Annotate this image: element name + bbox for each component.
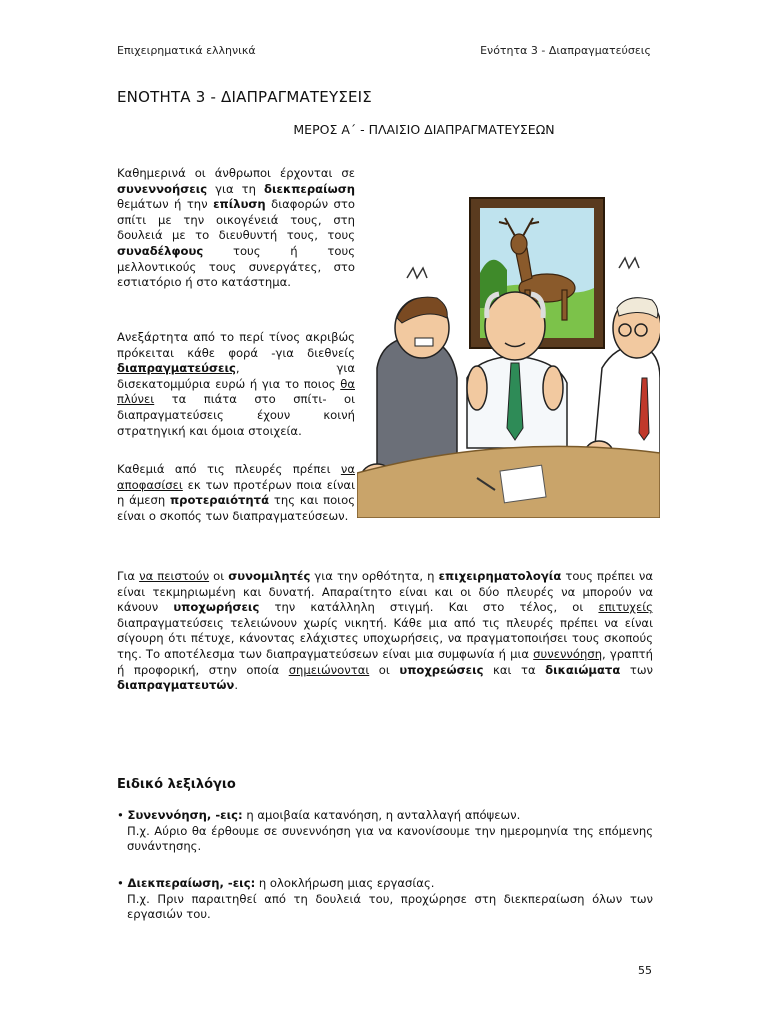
bullet-icon: •: [117, 808, 124, 822]
vocabulary-definition: η αμοιβαία κατανόηση, η ανταλλαγή απόψεων.: [242, 808, 521, 822]
vocabulary-term: Διεκπεραίωση, -εις:: [127, 876, 256, 890]
vocabulary-definition: η ολοκλήρωση μιας εργασίας.: [255, 876, 435, 890]
vocabulary-item: [117, 808, 653, 855]
chapter-title: ΕΝΟΤΗΤΑ 3 - ΔΙΑΠΡΑΓΜΑΤΕΥΣΕΙΣ: [117, 88, 372, 106]
vocabulary-example: Π.χ. Πριν παραιτηθεί από τη δουλειά του, προχώρησε στη διεκπεραίωση όλων των εργασιών του.: [127, 891, 653, 922]
part-title: ΜΕΡΟΣ Α΄ - ΠΛΑΙΣΙΟ ΔΙΑΠΡΑΓΜΑΤΕΥΣΕΩΝ: [293, 122, 555, 137]
paragraph-negotiations: Ανεξάρτητα από το περί τίνος ακριβώς πρόκειται κάθε φορά -για διεθνείς διαπραγματεύσεις, για δισεκατομμύρια ευρώ ή για το ποιος θα πλύνει τα πιάτα στο σπίτι- οι διαπραγματεύσεις έχουν κοινή στρατηγική και όμοια στοιχεία.: [117, 330, 355, 438]
paragraph-priority: Καθεμιά από τις πλευρές πρέπει να αποφασίσει εκ των προτέρων ποια είναι η άμεση προτεραιότητά της και ποιος είναι ο σκοπός των διαπραγματεύσεων.: [117, 462, 355, 523]
running-header-left: Επιχειρηματικά ελληνικά: [117, 44, 256, 57]
running-header-right: Ενότητα 3 - Διαπραγματεύσεις: [480, 44, 651, 57]
negotiation-cartoon-illustration: [357, 178, 660, 518]
vocabulary-heading: Ειδικό λεξιλόγιο: [117, 777, 236, 792]
page-number: 55: [638, 964, 652, 977]
vocabulary-item: [117, 876, 653, 923]
paragraph-intro: Καθημερινά οι άνθρωποι έρχονται σε συνεννοήσεις για τη διεκπεραίωση θεμάτων ή την επίλυση διαφορών στο σπίτι με την οικογένειά τους, στη δουλειά με το διευθυντή τους, τους συναδέλφους τους ή τους μελλοντικούς τους συνεργάτες, στο εστιατόριο ή στο κατάστημα.: [117, 166, 355, 290]
vocabulary-term: Συνεννόηση, -εις:: [127, 808, 243, 822]
bullet-icon: •: [117, 876, 124, 890]
vocabulary-example: Π.χ. Αύριο θα έρθουμε σε συνεννόηση για να κανονίσουμε την ημερομηνία της επόμενης συνάντησης.: [127, 823, 653, 854]
paragraph-argumentation: Για να πειστούν οι συνομιλητές για την ορθότητα, η επιχειρηματολογία τους πρέπει να είναι τεκμηριωμένη και δυνατή. Απαραίτητο είναι και οι δύο πλευρές να μπορούν να κάνουν υποχωρήσεις την κατάλληλη στιγμή. Και στο τέλος, οι επιτυχείς διαπραγματεύσεις τελειώνουν χωρίς νικητή. Κάθε μια από τις πλευρές πρέπει να είναι σίγουρη ότι πέτυχε, κάνοντας ελάχιστες υποχωρήσεις, να πραγματοποιήσει τους σκοπούς της. Το αποτέλεσμα των διαπραγματεύσεων είναι μια συμφωνία ή μια συνεννόηση, γραπτή ή προφορική, στην οποία σημειώνονται οι υποχρεώσεις και τα δικαιώματα των διαπραγματευτών.: [117, 569, 653, 693]
document-on-table: [500, 465, 546, 503]
